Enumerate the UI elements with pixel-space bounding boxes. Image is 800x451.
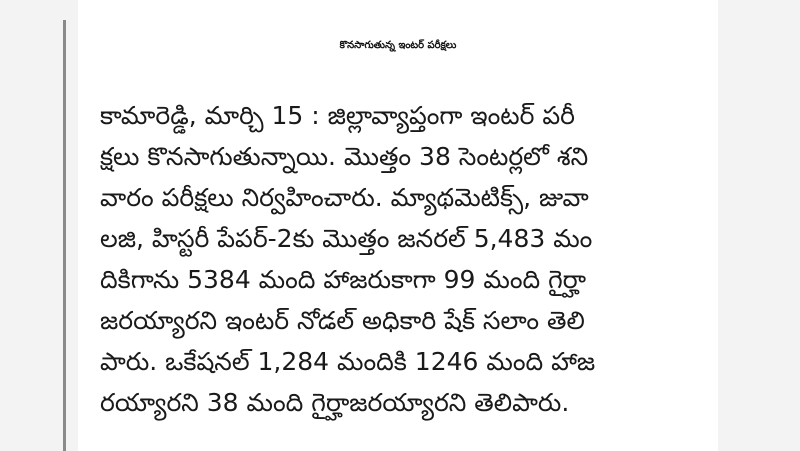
news-clipping — [78, 0, 718, 451]
article-line: జరయ్యారని ఇంటర్ నోడల్ అధికారి షేక్ సలాం తెలి — [100, 306, 585, 335]
article-line: లజి, హిస్టరీ పేపర్-2కు మొత్తం జనరల్ 5,483 మం — [100, 224, 593, 253]
article-line: రయ్యారని 38 మంది గైర్హాజరయ్యారని తెలిపారు. — [100, 388, 570, 417]
article-line: కామారెడ్డి, మార్చి 15 : జిల్లావ్యాప్తంగా ఇంటర్ పరీ — [100, 101, 575, 130]
article-line: పారు. ఒకేషనల్ 1,284 మందికి 1246 మంది హాజ — [100, 347, 596, 376]
article-headline: కొనసాగుతున్న ఇంటర్ పరీక్షలు — [339, 40, 457, 51]
article-line: వారం పరీక్షలు నిర్వహించారు. మ్యాథమెటిక్స్, జువా — [100, 183, 589, 212]
column-divider — [63, 20, 66, 451]
article-line: క్షలు కొనసాగుతున్నాయి. మొత్తం 38 సెంటర్లలో శని — [100, 142, 589, 171]
article-body — [100, 95, 700, 423]
article-line: దికిగాను 5384 మంది హాజరుకాగా 99 మంది గైర్హా — [100, 265, 587, 294]
